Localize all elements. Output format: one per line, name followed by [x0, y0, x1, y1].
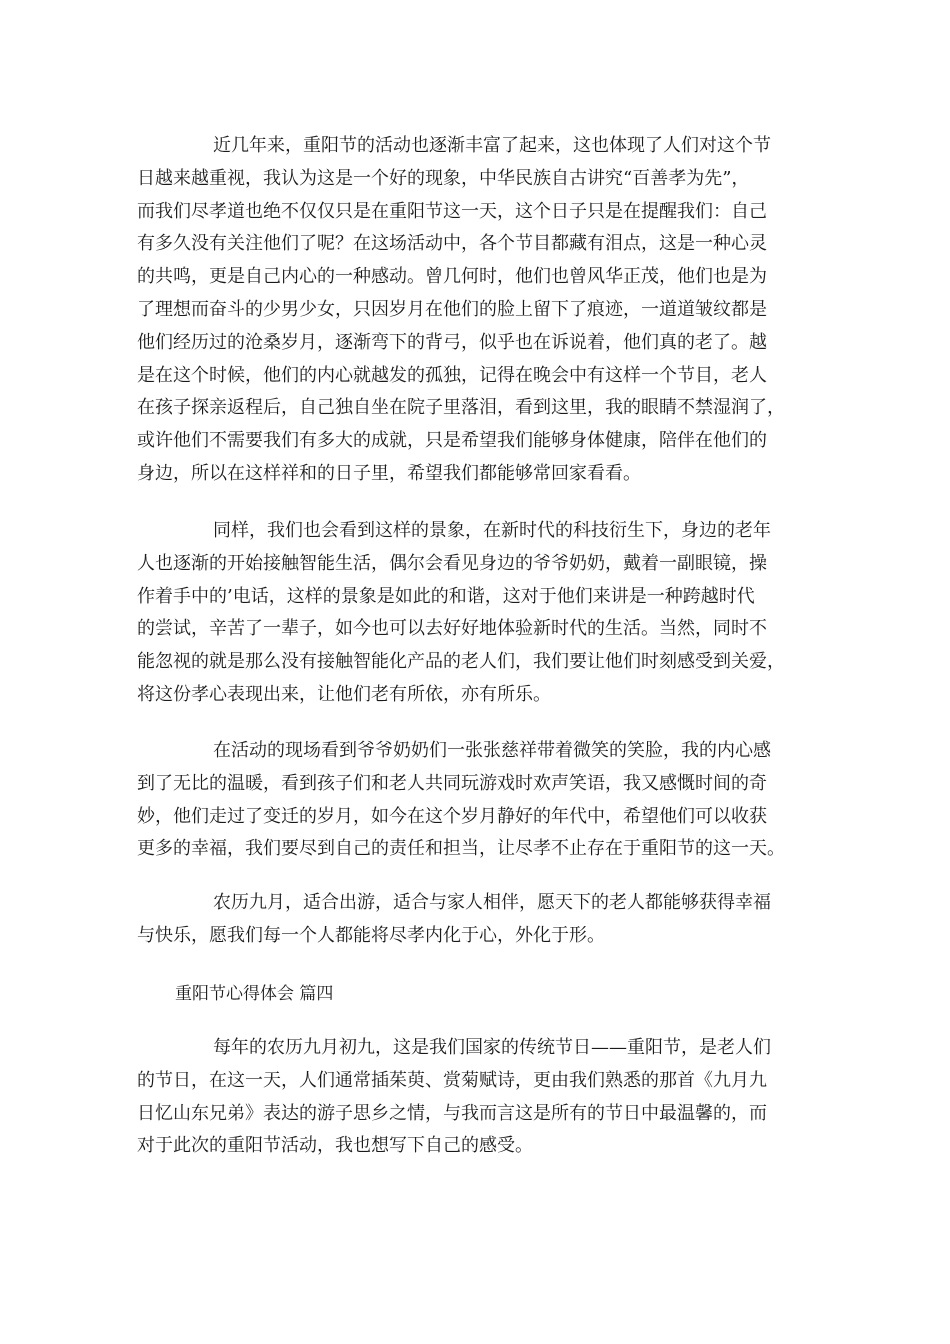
paragraph-line: 妙，他们走过了变迁的岁月，如今在这个岁月静好的年代中，希望他们可以收获 — [137, 805, 767, 827]
paragraph-line: 身边，所以在这样祥和的日子里，希望我们都能够常回家看看。 — [137, 462, 641, 484]
paragraph-line: 将这份孝心表现出来，让他们老有所依，亦有所乐。 — [137, 683, 551, 705]
paragraph-line: 他们经历过的沧桑岁月，逐渐弯下的背弓，似乎也在诉说着，他们真的老了。越 — [137, 331, 767, 353]
paragraph-line: 更多的幸福，我们要尽到自己的责任和担当，让尽孝不止存在于重阳节的这一天。 — [137, 838, 785, 860]
paragraph-line: 的尝试，辛苦了一辈子，如今也可以去好好地体验新时代的生活。当然，同时不 — [137, 618, 767, 640]
paragraph-line: 是在这个时候，他们的内心就越发的孤独，记得在晚会中有这样一个节目，老人 — [137, 364, 767, 386]
paragraph-line: 作着手中的’电话，这样的景象是如此的和谐，这对于他们来讲是一种跨越时代 — [137, 585, 755, 607]
section-heading: 重阳节心得体会 篇四 — [175, 984, 334, 1004]
paragraph-line: 了理想而奋斗的少男少女，只因岁月在他们的脸上留下了痕迹，一道道皱纹都是 — [137, 298, 767, 320]
paragraph-line: 在孩子探亲返程后，自己独自坐在院子里落泪，看到这里，我的眼睛不禁湿润了， — [137, 397, 785, 419]
paragraph-line: 能忽视的就是那么没有接触智能化产品的老人们，我们要让他们时刻感受到关爱， — [137, 651, 785, 673]
paragraph-line: 对于此次的重阳节活动，我也想写下自己的感受。 — [137, 1135, 533, 1157]
paragraph-line: 同样，我们也会看到这样的景象，在新时代的科技衍生下，身边的老年 — [213, 520, 771, 541]
paragraph-3 — [137, 735, 827, 866]
paragraph-line: 日忆山东兄弟》表达的游子思乡之情，与我而言这是所有的节日中最温馨的，而 — [137, 1102, 767, 1124]
paragraph-line: 或许他们不需要我们有多大的成就，只是希望我们能够身体健康，陪伴在他们的 — [137, 430, 767, 452]
paragraph-line: 而我们尽孝道也绝不仅仅只是在重阳节这一天，这个日子只是在提醒我们：自己 — [137, 200, 767, 222]
paragraph-line: 日越来越重视，我认为这是一个好的现象，中华民族自古讲究“百善孝为先”， — [137, 167, 750, 189]
paragraph-line: 到了无比的温暖，看到孩子们和老人共同玩游戏时欢声笑语，我又感慨时间的奇 — [137, 772, 767, 794]
paragraph-4 — [137, 887, 827, 953]
paragraph-5 — [137, 1032, 827, 1163]
paragraph-line: 有多久没有关注他们了呢？在这场活动中，各个节目都藏有泪点，这是一种心灵 — [137, 233, 767, 255]
paragraph-line: 农历九月，适合出游，适合与家人相伴，愿天下的老人都能够获得幸福 — [213, 892, 771, 913]
paragraph-line: 的节日，在这一天，人们通常插茱萸、赏菊赋诗，更由我们熟悉的那首《九月九 — [137, 1069, 767, 1091]
paragraph-line: 人也逐渐的开始接触智能生活，偶尔会看见身边的爷爷奶奶，戴着一副眼镜，操 — [137, 552, 767, 574]
paragraph-line: 在活动的现场看到爷爷奶奶们一张张慈祥带着微笑的笑脸，我的内心感 — [213, 740, 771, 761]
paragraph-line: 近几年来，重阳节的活动也逐渐丰富了起来，这也体现了人们对这个节 — [213, 135, 771, 156]
paragraph-line: 的共鸣，更是自己内心的一种感动。曾几何时，他们也曾风华正茂，他们也是为 — [137, 266, 767, 288]
paragraph-line: 与快乐，愿我们每一个人都能将尽孝内化于心，外化于形。 — [137, 924, 605, 946]
paragraph-1 — [137, 130, 827, 491]
paragraph-line: 每年的农历九月初九，这是我们国家的传统节日——重阳节，是老人们 — [213, 1037, 771, 1058]
paragraph-2 — [137, 515, 827, 712]
